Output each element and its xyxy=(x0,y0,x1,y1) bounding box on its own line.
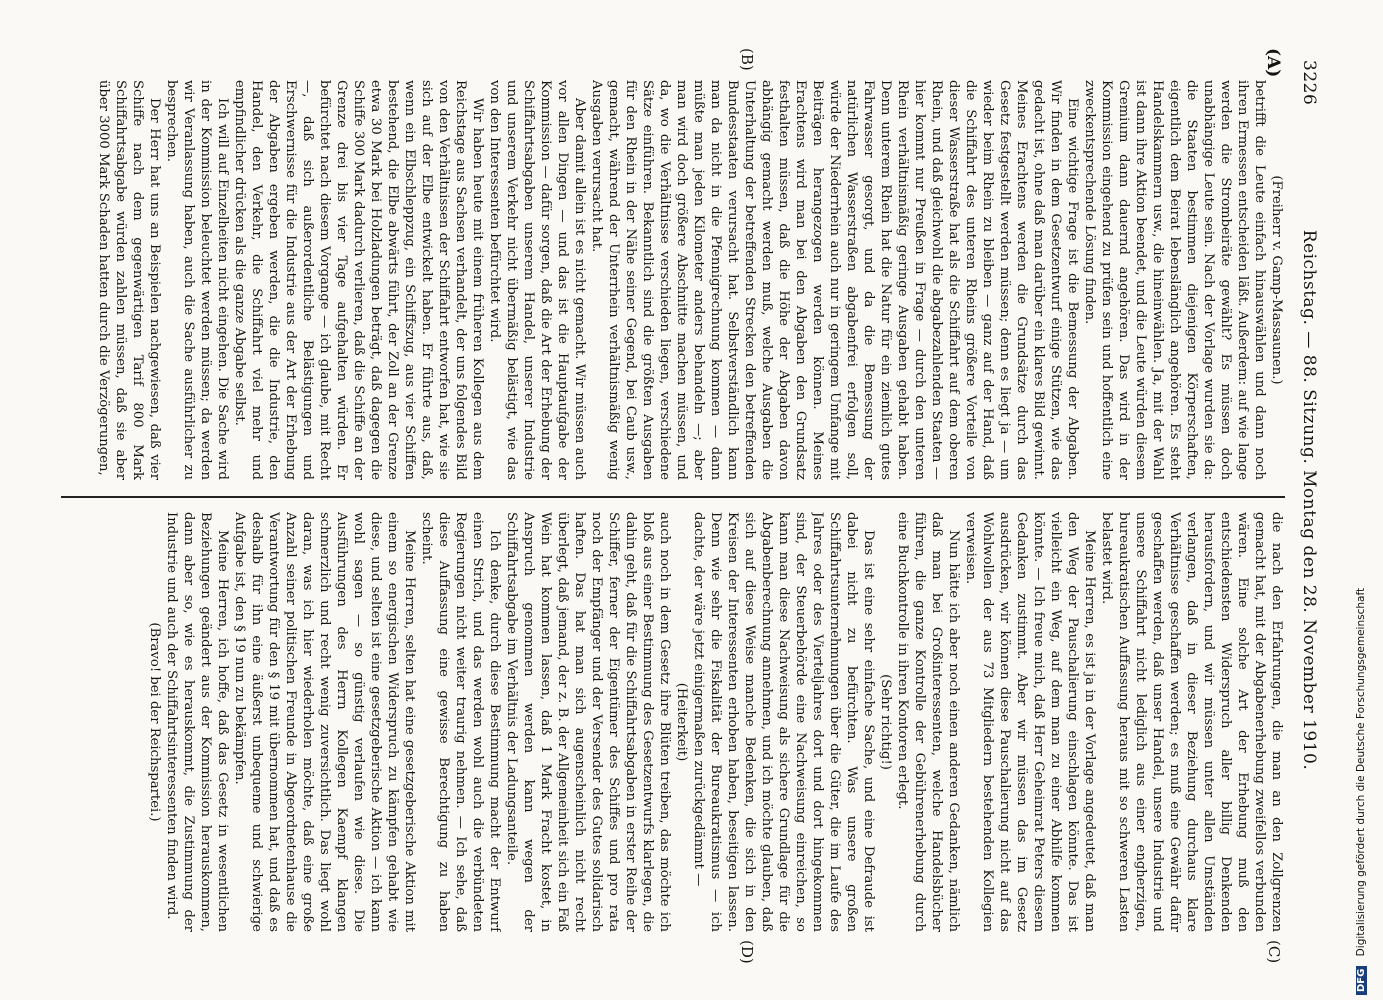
paragraph: Eine wichtige Frage ist die Bemessung der Abgaben. Wir finden in dem Gesetzentwurf einige Stützen, wie das gedacht ist, ohne daß man darüber ein klares Bild gewinnt. Meines Erachtens werden die Grundsätze durch das Gesetz festgestellt werden müssen; denn es liegt ja — um wieder beim Rhein zu bleiben — ganz auf der Hand, daß die Schiffahrt des unteren Rheins größere Vorteile von dieser Wasserstraße hat als die Schiffahrt auf dem oberen Rhein, und daß gleichwohl die abgabezahlenden Staaten — hier kommt nur Preußen in Frage — durch den unteren Rhein verhältnismäßig geringe Ausgaben gehabt haben. Denn unterem Rhein hat die Natur für ein ziemlich gutes Fahrwasser gesorgt, und da die Bemessung der natürlichen Wasserstraßen abgabenfrei erfolgen soll, würde der Niederrhein auch nur in geringem Umfange mit Beiträgen herangezogen werden können. Meines Erachtens wird man bei den Abgaben den Grundsatz festhalten müssen, daß die Höhe der Abgaben davon abhängig gemacht werden muß, welche Ausgaben die Unterhaltung der betreffenden Strecken den betreffenden Bundesstaaten verursacht hat. Selbstverständlich kann man da nicht in die Pfennigrechnung kommen — dann müßte man jeden Kilometer anders behandeln —; aber man wird doch größere Abschnitte machen müssen, und da, wo die Verhältnisse verschieden liegen, verschiedene Sätze einführen. Bekanntlich sind die größten Ausgaben für den Rhein in der Nähe seiner Gegend, bei Caub usw., gemacht, während der Unterrhein verhältnismäßig wenig Ausgaben verursacht hat. xyxy=(589,80,1080,480)
paragraph: die nach den Erfahrungen, die man an den Zollgrenzen gemacht hat, mit der Abgabenerhebung zweifellos verbunden wären. Eine solche Art der Erhebung muß den entschiedensten Widerspruch aller billig Denkenden herausfordern, und wir müssen unter allen Umständen verlangen, daß in dieser Beziehung durchaus klare Verhältnisse geschaffen werden; es muß eine Gewähr dafür geschaffen werden, daß unser Handel, unsere Industrie und unsere Schiffahrt nicht lediglich aus einer engherzigen, bureaukratischen Auffassung heraus mit so schweren Lasten belastet wird. xyxy=(1099,512,1284,932)
paragraph: Ich will auf Einzelheiten nicht eingehen. Die Sache wird in der Kommission beleuchtet werden müssen; da werden wir Veranlassung haben, auch die Sache ausführlicher zu besprechen. xyxy=(164,80,230,480)
paragraph: Meine Herren, selten hat eine gesetzgeberische Aktion mit einem so energischen Widerspruch zu kämpfen gehabt wie diese, und selten ist eine gesetzgeberische Aktion — ich kann wohl sagen — so günstig verlaufen wie diese. Die Ausführungen des Herrn Kollegen Kaempf klangen schmerzlich und recht wenig zuversichtlich. Das liegt wohl daran, was ich hier wiederholen möchte, daß eine große Anzahl seiner politischen Freunde in Abgeordnetenhause die Verantwortung für den § 19 mit übernommen hat, und daß es deshalb für ihn eine äußerst unbequeme und schwierige Aufgabe ist, den § 19 nun zu bekämpfen. xyxy=(232,512,417,932)
paragraph: Nun hätte ich aber noch einen anderen Gedanken, nämlich daß man bei Großinteressenten, welche Handelsbücher führen, die ganze Kontrolle der Gebührenerhebung durch eine Buchkontrolle in ihren Kontoren erlegt. xyxy=(895,512,961,932)
page-title: Reichstag. — 88. Sitzung. Montag den 28. November 1910. xyxy=(1299,229,1319,771)
paragraph: Meine Herren, ich hoffe, daß das Gesetz in wesentlichen Beziehungen geändert aus der Kommission herauskommen, dann aber so, wie es herauskommt, die Zustimmung der Industrie und auch der Schiffahrtsinteressenten finden wird. xyxy=(164,512,230,932)
page-header xyxy=(1295,60,1323,940)
paragraph: auch noch in dem Gesetz ihre Blüten treiben, das möchte ich bloß aus einer Bestimmung des Gesetzentwurfs klarlegen, die dahin geht, daß für die Schiffahrtsabgaben in erster Reihe der Schiffer, ferner der Eigentümer des Schiffes und pro rata noch der Empfänger und der Versender des Gutes solidarisch haften. Das hat man sich augenscheinlich nicht recht überlegt, daß jemand, der z. B. der Allgemeinheit sich ein Faß Wein hat kommen lassen, daß 1 Mark Fracht kostet, in Anspruch genommen werden kann wegen der Schiffahrtsabgabe im Verhältnis der Ladungsanteile. xyxy=(504,512,672,932)
margin-mark-c: (C) xyxy=(1265,940,1283,964)
paragraph: betrifft die Leute einfach hinauswählen und dann noch ihren Ermessen entscheiden läßt. Außerdem: auf wie lange werden die Strombeiräte gewählt? Es müssen doch unabhängige Leute sein. Nach der Vorlage wurden sie da: die Staaten bestimmen diejenigen Körperschaften, eigentlich dem Beirat lebenslänglich angehören. Es steht Handelskammern usw., die hineinwählen. Ja, mit der Wahl ist dann ihre Aktion beendet, und die Leute würden diesem Gremium dann dauernd angehören. Das wird in der Kommission eingehend zu prüfen sein und hoffentlich eine zweckentsprechende Lösung finden. xyxy=(1082,80,1267,480)
column-divider xyxy=(61,496,1285,498)
margin-mark-b: (B) xyxy=(738,48,756,71)
speaker-name: (Freiherr v. Gamp-Massaunen.) xyxy=(1269,175,1284,385)
interjection: (Bravo! bei der Reichspartei.) xyxy=(147,622,162,822)
interjection: (Heiterkeit) xyxy=(674,682,689,762)
margin-mark-a: (A) xyxy=(1263,48,1283,78)
paragraph: Wir haben heute mit einem früheren Kollegen aus dem Reichstage aus Sachsen verhandelt, der uns folgendes Bild von den Verhältnissen der Schiffahrt entworfen hat, wie sie sich auf der Elbe entwickelt haben. Er führte aus, daß, wenn ein Elbschleppzug, ein Schiffszug, aus vier Schiffen bestehend, die Elbe abwärts führt, der Zoll an der Grenze etwa 30 Mark bei Holzladungen beträgt, daß dagegen die Schiffe 300 Mark dadurch verlieren, daß die Schiffe an der Grenze drei bis vier Tage aufgehalten würden. Er befürchtet nach diesem Vorgange — ich glaube, mit Recht —, daß sich außerordentliche Belästigungen und Erschwernisse für die Industrie aus der Art der Erhebung der Abgaben ergeben werden, die die Industrie, den Handel, den Verkehr, die Schiffahrt viel mehr und empfindlicher drücken als die ganze Abgabe selbst. xyxy=(232,80,485,480)
funding-footer xyxy=(1355,5,1375,995)
right-column xyxy=(61,512,1285,932)
paragraph: Meine Herren, es ist ja in der Vorlage angedeutet, daß man den Weg der Pauschalierung einschlagen könnte. Das ist vielleicht ein Weg, auf dem man zu einer Abhilfe kommen könnte. — Ich freue mich, daß Herr Geheimrat Peters diesem Gedanken zustimmt. Aber wir müssen das im Gesetz ausdrücken, wir können diese Pauschalierung nicht auf das Wohlwollen der aus 73 Mitgliedern bestehenden Kollegien verweisen. xyxy=(963,512,1097,932)
interjection: (Sehr richtig!) xyxy=(878,674,893,770)
paragraph: Der Herr hat uns an Beispielen nachgewiesen, daß vier Schiffe nach dem gegenwärtigen Tarif 800 Mark Schiffahrtsabgabe würden zahlen müssen, daß sie aber über 3000 Mark Schaden hatten durch die Verzögerungen, xyxy=(96,80,162,480)
page-number: 3226 xyxy=(1299,60,1319,106)
dfg-logo: DFG xyxy=(1356,966,1367,995)
paragraph: Das ist eine sehr einfache Sache, und eine Defraude ist dabei nicht zu befürchten. Was unsere großen Schiffahrtsunternehmungen über die Güter, die im Laufe des Jahres oder des Vierteljahres dort und dort hingekommen sind, der Steuerbehörde eine Nachweisung einreichen, so kann man diese Nachweisung als sichere Grundlage für die Abgabenberechnung annehmen, und ich möchte glauben, daß sich auf diese Weise manche Bedenken, die sich in den Kreisen der Interessenten erhoben haben, beseitigen lassen. Denn wie sehr die Fiskalität der Bureaukratismus — ich dachte, der wäre jetzt einigermaßen zurückgedämmt — xyxy=(691,512,876,932)
margin-mark-d: (D) xyxy=(738,940,756,964)
left-column xyxy=(61,80,1285,480)
rotated-page xyxy=(41,30,1331,970)
paragraph: Aber damit allein ist es nicht gemacht. Wir müssen auch vor allen Dingen — und das ist die Hauptaufgabe der Kommission — dafür sorgen, daß die Art der Erhebung der Schiffahrtsabgaben unserem Handel, unserer Industrie und unserem Verkehr nicht übermäßig belästigt, wie das von den Interessenten befürchtet wird. xyxy=(487,80,587,480)
funding-text: Digitalisierung gefördert durch die Deutsche Forschungsgemeinschaft xyxy=(1355,587,1367,957)
paragraph: Ich denke, durch diese Bestimmung macht der Entwurf einen Strich, und das werden wohl auch die verbündeten Regierungen nicht weiter traurig nehmen. — Ich sehe, daß diese Auffassung eine gewisse Berechtigung zu haben scheint. xyxy=(419,512,502,932)
